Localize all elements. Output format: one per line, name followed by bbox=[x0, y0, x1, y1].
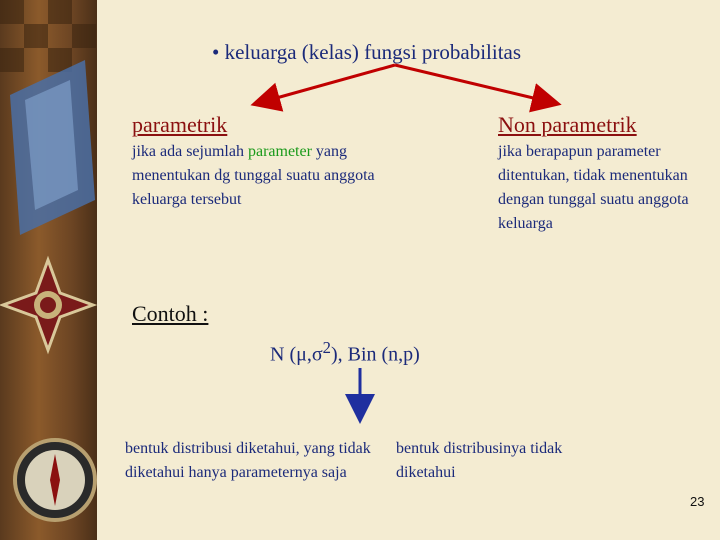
parametric-heading: parametrik bbox=[132, 112, 228, 137]
page-number: 23 bbox=[690, 494, 705, 509]
formula-sep: , bbox=[306, 343, 312, 366]
formula-suffix: ), Bin (n,p) bbox=[330, 343, 420, 366]
parametric-desc-part1: jika ada sejumlah bbox=[132, 143, 248, 160]
title-bullet: • bbox=[212, 40, 220, 64]
formula-prefix: N ( bbox=[270, 343, 297, 366]
parametric-explanation: bentuk distribusi diketahui, yang tidak diketahui hanya parameternya saja bbox=[125, 440, 371, 481]
example-formula bbox=[270, 338, 420, 367]
parametric-description bbox=[132, 140, 402, 212]
slide-title bbox=[212, 40, 521, 65]
parameter-highlight: parameter bbox=[247, 143, 312, 160]
nonparametric-heading: Non parametrik bbox=[498, 112, 637, 137]
nonparametric-explanation: bentuk distribusinya tidak diketahui bbox=[396, 440, 563, 481]
formula-mu: μ bbox=[296, 343, 307, 366]
example-label: Contoh : bbox=[132, 301, 209, 326]
arrow-to-parametric bbox=[262, 65, 395, 102]
title-text: keluarga (kelas) fungsi probabilitas bbox=[224, 40, 522, 64]
nonparametric-description: jika berapapun parameter ditentukan, tidak menentukan dengan tunggal suatu anggota keluarga bbox=[498, 143, 689, 232]
parametric-desc-part2: yang menentukan dg tunggal suatu anggota keluarga tersebut bbox=[132, 143, 375, 208]
formula-superscript: 2 bbox=[322, 338, 331, 357]
arrow-to-nonparametric bbox=[395, 65, 550, 102]
formula-sigma: σ bbox=[311, 343, 323, 366]
